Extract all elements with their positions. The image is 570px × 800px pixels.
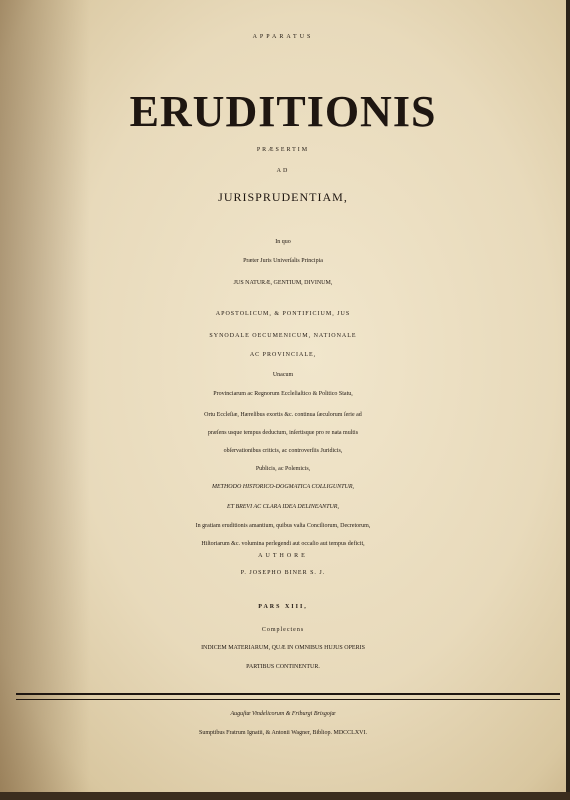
line-in-quo: In quo [275, 239, 291, 245]
line-ortu-ecclesiae: Ortu Eccleſiæ, Hæreſibus exortis &c. continua ſæculorum ſerie ad [204, 412, 362, 418]
divider-rule-upper [16, 693, 560, 695]
line-pars: PARS XIII, [258, 604, 308, 610]
line-unacum: Unacum [272, 372, 294, 378]
page-edge-shadow [0, 792, 570, 800]
line-provinciarum: Provinciarum ac Regnorum Eccleſiaſtico & Politico Statu, [213, 391, 353, 397]
line-authore: AUTHORE [258, 553, 308, 559]
line-historiarum: Hiſtoriarum &c. volumina perlegendi aut occaſio aut tempus deficit, [201, 541, 365, 547]
line-indicem: INDICEM MATERIARUM, QUÆ IN OMNIBUS HUJUS OPERIS [201, 645, 365, 651]
line-publicis: Publicis, ac Polemicis, [255, 466, 311, 472]
line-apostolicum: APOSTOLICUM, & PONTIFICIUM, JUS [215, 311, 351, 317]
title-eruditionis: ERUDITIONIS [129, 87, 437, 136]
author-name: P. JOSEPHO BINER S. J. [240, 570, 326, 576]
line-in-gratiam: In gratiam eruditionis amantium, quibus vaſta Conciliorum, Decretorum, [195, 523, 371, 529]
imprint-place: Auguſtæ Vindelicorum & Friburgi Brisgojæ [230, 711, 336, 717]
title-apparatus: APPARATUS [252, 34, 314, 40]
line-praeter-juris: Præter Juris Univerſalis Principia [243, 258, 323, 264]
line-synodale: SYNODALE OECUMENICUM, NATIONALE [209, 333, 357, 339]
line-observationibus: obſervationibus criticis, ac controverſiis Juridicis, [223, 448, 343, 454]
title-jurisprudentiam: JURISPRUDENTIAM, [218, 190, 348, 204]
imprint-publisher: Sumptibus Fratrum Ignatii, & Antonii Wagner, Bibliop. MDCCLXVI. [199, 730, 367, 736]
line-complectens: Complectens [261, 627, 305, 633]
divider-rule-lower [16, 699, 560, 700]
line-et-brevi: ET BREVI AC CLARA IDEA DELINEANTUR, [227, 504, 339, 510]
line-methodo: METHODO HISTORICO-DOGMATICA COLLIGUNTUR, [211, 484, 355, 490]
line-ac-provinciale: AC PROVINCIALE, [249, 352, 317, 358]
line-partibus: PARTIBUS CONTINENTUR. [246, 664, 320, 670]
line-praesens: præſens usque tempus deductum, inſertisque pro re nata multis [207, 430, 359, 436]
subtitle-ad: AD [276, 168, 290, 174]
line-jus-naturae: JUS NATURÆ, GENTIUM, DIVINUM, [233, 280, 333, 286]
subtitle-praesertim: PRÆSERTIM [256, 147, 310, 153]
